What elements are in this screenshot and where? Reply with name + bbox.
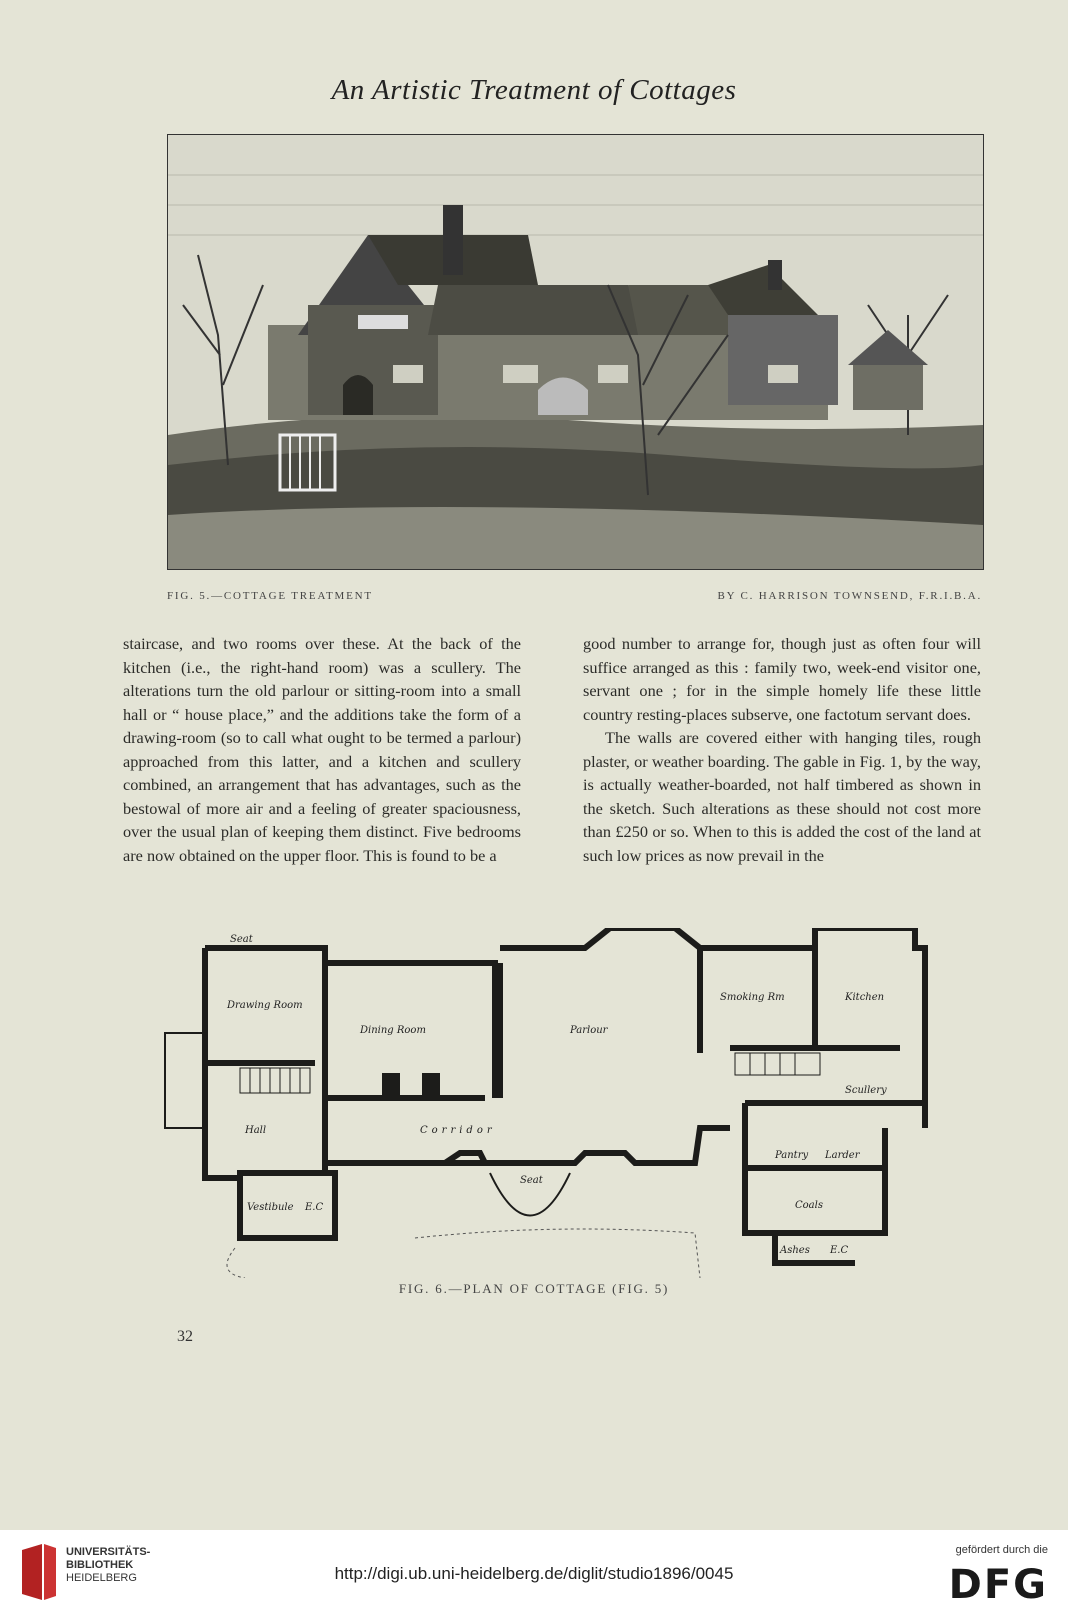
running-head: An Artistic Treatment of Cottages: [331, 74, 737, 106]
digitization-footer: [0, 1530, 1068, 1615]
label-seat-top: Seat: [230, 934, 253, 945]
label-kitchen: Kitchen: [845, 992, 885, 1003]
funding-note: gefördert durch die: [955, 1544, 1048, 1556]
porch: [165, 1033, 205, 1128]
library-name: UNIVERSITÄTS- BIBLIOTHEK HEIDELBERG: [66, 1546, 151, 1584]
label-coals: Coals: [795, 1200, 823, 1211]
label-ashes: Ashes: [780, 1245, 810, 1256]
cottage-sketch: [168, 135, 983, 569]
label-dining-room: Dining Room: [360, 1025, 426, 1036]
label-hall: Hall: [245, 1125, 267, 1136]
figure-5-credit: BY C. HARRISON TOWNSEND, F.R.I.B.A.: [717, 590, 982, 602]
figure-5-title: FIG. 5.—COTTAGE TREATMENT: [167, 590, 373, 602]
page-number: 32: [177, 1328, 193, 1345]
label-smoking-room: Smoking Rm: [720, 992, 785, 1003]
text-column-right: [583, 632, 981, 867]
paragraph: staircase, and two rooms over these. At the back of the kitchen (i.e., the right-hand room) was a scullery. The alterations turn the old parlour or sitting-room into a small hall or “ house place,” and the additions take the form of a drawing-room (so to call what ought to be termed a parlour) approached from this latter, and a kitchen and scullery combined, an arrangement that has advantages, such as the bestowal of more air and a feeling of greater spaciousness, over the usual plan of keeping them distinct. Five bedrooms are now obtained on the upper floor. This is found to be a: [123, 634, 521, 865]
label-corridor: Corridor: [420, 1125, 496, 1136]
label-vestibule: Vestibule: [247, 1202, 294, 1213]
label-ec-left: E.C: [305, 1202, 324, 1213]
label-parlour: Parlour: [570, 1025, 608, 1036]
label-seat-bay: Seat: [520, 1175, 543, 1186]
paragraph: The walls are covered either with hanging tiles, rough plaster, or weather boarding. The gable in Fig. 1, by the way, is actually weather-boarded, not half timbered as shown in the sketch. Such alterations as these should not cost more than £250 or so. When to this is added the cost of the land at such low prices as now prevail in the: [583, 728, 981, 865]
label-drawing-room: Drawing Room: [227, 1000, 303, 1011]
label-ec-right: E.C: [830, 1245, 849, 1256]
paragraph: good number to arrange for, though just as often four will suffice arranged as this : family two, week-end visitor one, servant one ; for in the simple homely life these little country resting-places subserve, one factotum servant does.: [583, 634, 981, 724]
cottage-illustration: [167, 134, 984, 570]
label-larder: Larder: [825, 1150, 860, 1161]
label-pantry: Pantry: [775, 1150, 809, 1161]
label-scullery: Scullery: [845, 1085, 887, 1096]
dfg-logo: DFG: [948, 1562, 1048, 1608]
text-column-left: [123, 632, 521, 867]
figure-6-caption: FIG. 6.—PLAN OF COTTAGE (FIG. 5): [398, 1281, 670, 1296]
permalink[interactable]: http://digi.ub.uni-heidelberg.de/diglit/studio1896/0045: [334, 1564, 734, 1583]
floor-plan: [155, 928, 975, 1278]
